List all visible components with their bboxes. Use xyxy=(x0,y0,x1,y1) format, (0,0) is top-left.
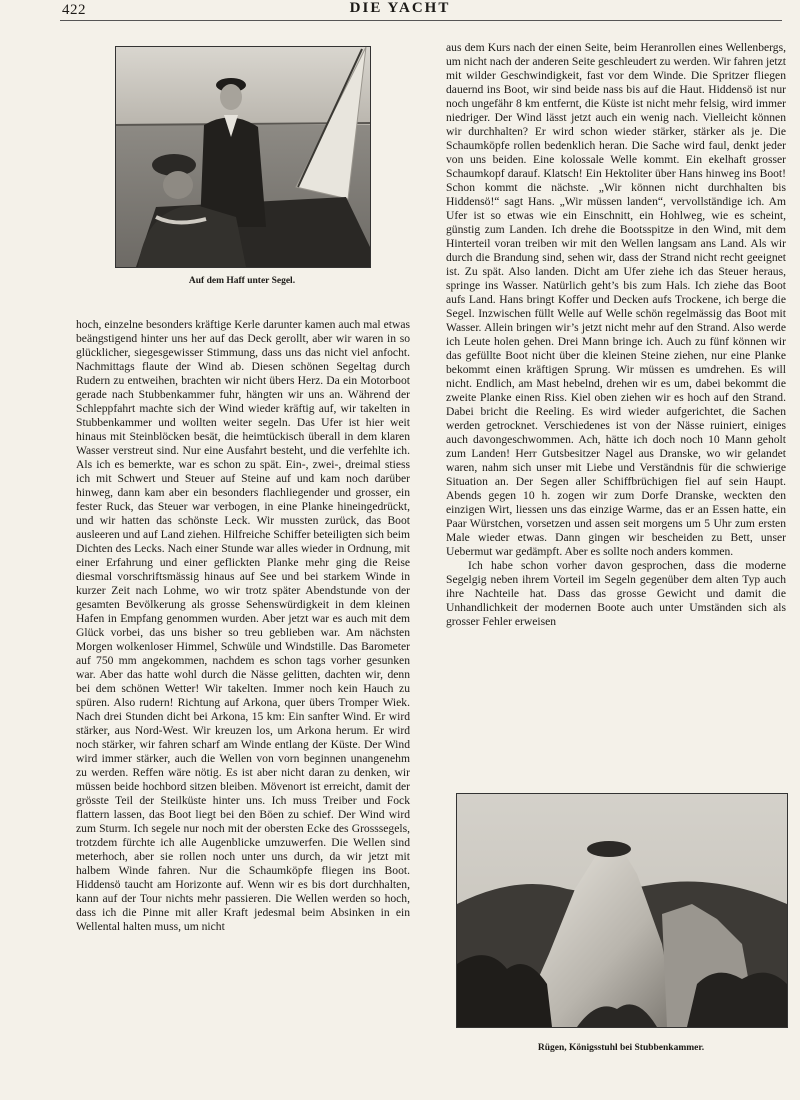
page-number: 422 xyxy=(62,2,86,18)
header-rule xyxy=(60,20,782,21)
right-paragraph-1: aus dem Kurs nach der einen Seite, beim Heranrollen eines Wellenbergs, um nicht nach der anderen Seite geschleudert zu werden. Wir fahren jetzt mit wilder Geschwindigkeit, fast vor dem Winde. Die Spritzer fliegen dauernd ins Boot, wir sind beide nass bis auf die Haut. Hiddensö ist nur noch ungefähr 8 km entfernt, die Küste ist nicht mehr felsig, wird immer niedriger. Der Wind lässt jetzt auch ein wenig nach. Vielleicht können wir durchhalten? Er wird schon wieder stärker, stärker als je. Die Schaumköpfe rollen bedenklich heran. Die Sache wird faul, denkt jeder von uns beiden. Eine kolossale Welle kommt. Ein ekelhaft grosser Schaumkopf darauf. Klatsch! Ein Hektoliter über Hans hinweg ins Boot! Schon kommt die nächste. „Wir können nicht durchhalten bis Hiddensö!“ sagt Hans. „Wir müssen landen“, vervollständige ich. Am Ufer ist so etwas wie ein Einschnitt, ein Hohlweg, wie es scheint, günstig zum Landen. Ich drehe die Bootsspitze in den Wind, mit dem Hinterteil voran treiben wir mit den Wellen langsam ans Land. Als wir durch die Brandung sind, sehen wir, dass der Strand nicht recht geeignet ist. Zu spät. Also landen. Dicht am Ufer ziehe ich das Steuer heraus, springe ins Wasser. Natürlich geht’s bis zum Hals. Ich ziehe das Boot aufs Land. Hans bringt Koffer und Decken aufs Trockene, ich berge die Segel. Inzwischen füllt Welle auf Welle schön regelmässig das Boot mit Wasser. Allein bringen wir’s jetzt nicht mehr auf den Strand. Also werde ich Leute holen gehen. Drei Mann bringe ich. Auch zu fünf können wir das gefüllte Boot nicht über die kleinen Steine ziehen, nur eine Planke bekommt einen kräftigen Sprung. Wir müssen es umdrehen. Es will nicht. Endlich, am Mast hebelnd, drehen wir es um, dabei bekommt die zweite Planke einen Riss. Kiel oben ziehen wir es hoch auf den Strand. Dabei bricht die Reeling. Es wird wieder aufgerichtet, die Sachen werden getrocknet. Verschiedenes ist von der Nässe ruiniert, einiges auch davongeschwommen. Ach, hätte ich doch noch 10 Mann geholt zum Landen! Herr Gutsbesitzer Nagel aus Dranske, wo wir gelandet waren, nahm sich unser mit Liebe und Verständnis für die schwierige Situation an. Der Segen aller Schiffbrüchigen fiel auf sein Haupt. Abends gegen 10 h. zogen wir zum Dorfe Dranske, weckten den einzigen Wirt, liessen uns das einzige Warme, das er an Essen hatte, ein Paar Würstchen, vorsetzen und assen seit morgens um 5 Uhr zum ersten Male wieder etwas. Dann gingen wir bescheiden zu Bett, unser Uebermut war gedämpft. Aber es sollte noch anders kommen. xyxy=(446,41,786,558)
running-header-title: DIE YACHT xyxy=(349,0,451,16)
cliff-photo xyxy=(456,793,788,1028)
right-paragraph-2: Ich habe schon vorher davon gesprochen, dass die moderne Segelgig neben ihrem Vorteil im Segeln gegenüber dem alten Typ auch ihre Nachteile hat. Dass das grosse Gewicht und damit die Unhandlichkeit der modernen Boote auch unter Umständen sich als grosser Fehler erweisen xyxy=(446,559,786,628)
top-photo-caption: Auf dem Haff unter Segel. xyxy=(188,276,296,286)
sailing-photo xyxy=(115,46,371,268)
bottom-photo-caption: Rügen, Königsstuhl bei Stubbenkammer. xyxy=(537,1043,705,1053)
left-paragraph-1: hoch, einzelne besonders kräftige Kerle darunter kamen auch mal etwas beängstigend hinter uns her auf das Deck gerollt, aber wir waren in so glücklicher, siegesgewisser Stimmung, dass uns das nicht viel anfocht. Nachmittags flaute der Wind ab. Diesen schönen Segeltag durch Rudern zu entweihen, brachten wir nicht übers Herz. Da ein Motorboot gerade nach Stubbenkammer fuhr, hängten wir uns an. Während der Schleppfahrt machte sich der Wind wieder kräftig auf, wir takelten in Stubbenkammer und wollten weiter segeln. Das Ufer ist hier weit hinaus mit Steinblöcken besät, die heimtückisch überall in dem klaren Wasser verstreut sind. Nur eine Ausfahrt besteht, und die verfehlte ich. Als ich es bemerkte, war es schon zu spät. Ein-, zwei-, dreimal stiess ich mit Schwert und Steuer auf Steine auf und kam noch darüber hinweg, dann kam aber ein besonders flachliegender und grosser, ein fester Ruck, das Steuer war verbogen, in eine Planke hineingedrückt, und wir hatten das schönste Leck. Wir mussten zurück, das Boot ausleeren und auf Land ziehen. Hilfreiche Schiffer beteiligten sich beim Dichten des Lecks. Nach einer Stunde war alles wieder in Ordnung, mit einer Erfahrung und einer geflickten Planke mehr ging die Reise diesmal vorschriftsmässig hinaus auf See und bei starkem Winde in kurzer Zeit nach Lohme, wo wir trotz später Abendstunde von der gesamten Bevölkerung als grosse Sehenswürdigkeit in dem kleinen Hafen in Empfang genommen wurden. Aber jetzt war es auch mit dem Glück vorbei, das uns bisher so treu geblieben war. Am nächsten Morgen wolkenloser Himmel, Schwüle und Windstille. Das Barometer auf 750 mm angekommen, nachdem es schon tags vorher gesunken war. Aber das hatte wohl durch die Nässe gelitten, dachten wir, denn bei dem schönen Wetter! Wir takelten. Immer noch kein Hauch zu spüren. Also rudern! Richtung auf Arkona, quer übers Tromper Wiek. Nach drei Stunden dicht bei Arkona, 15 km: Ein sanfter Wind. Er wird stärker, aus Nord-West. Wir kreuzen los, um Arkona herum. Er wird noch stärker, wir fahren scharf am Winde entlang der Küste. Der Wind wird immer stärker, auch die Wellen von vorn beginnen unangenehm zu werden. Reffen wäre nötig. Es ist aber nicht daran zu denken, wir müssen beide hochbord sitzen bleiben. Mövenort ist erreicht, damit der grösste Teil der Steilküste hinter uns. Ich muss Treiber und Fock flattern lassen, das Boot liegt bei den Böen zu schief. Der Wind wird zum Sturm. Ich segele nur noch mit der obersten Ecke des Grosssegels, trotzdem fürchte ich alle Augenblicke umzuwerfen. Die Wellen sind meterhoch, aber sie rollen noch unter uns durch, da wir jetzt mit halbem Winde fahren. Nur die Schaumköpfe fliegen ins Boot. Hiddensö taucht am Horizonte auf. Wenn wir es bis dort durchhalten, kann auf der Tour nichts mehr passieren. Die Wellen werden so hoch, dass ich die Pinne mit aller Kraft jedesmal beim Absinken in ein Wellental halten muss, um nicht xyxy=(76,318,410,933)
right-text-column xyxy=(446,41,786,629)
left-text-column xyxy=(76,318,410,934)
